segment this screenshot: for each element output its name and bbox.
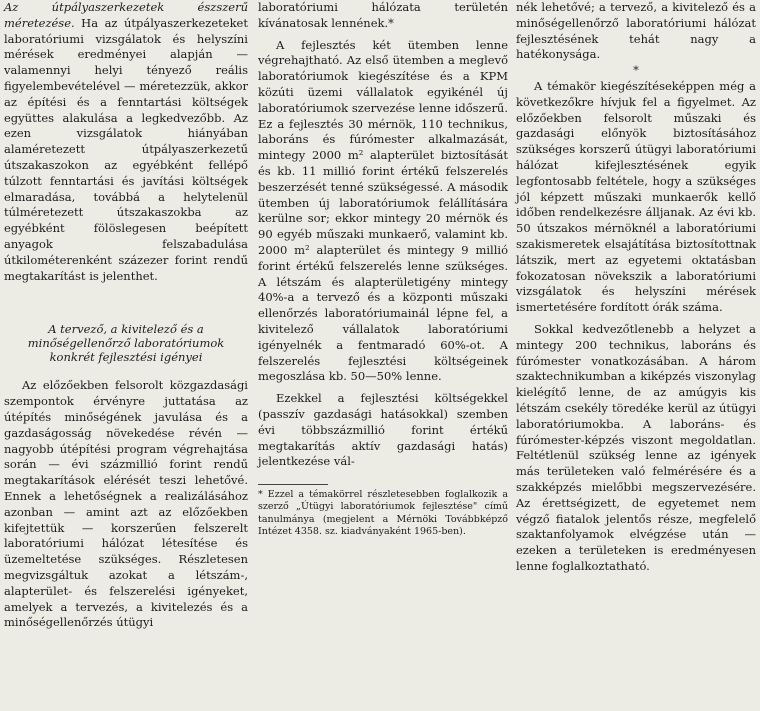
intro-body: Ha az útpályaszerkezeteket laboratóriumi vizsgálatok és helyszíni mérések eredményei alapján — valamennyi helyi tényező reális figyelembevételével — méretezzük, akkor az építési és a fenntartási költségek együttes alakulása a legkedvezőbb. Az ezen vizsgálatok hiányában alaméretezett útpályaszerkezetű útszakaszokon az egyébként fellépő túlzott fenntartási és javítási költségek elmaradása, továbbá a helytelenül túlméretezett útszakaszokba az egyébként fölöslegesen beépített anyagok felszabadulása útkilométerenként százezer forint rendű megtakarítást is jelenthet. — [4, 15, 248, 283]
paragraph: Ezekkel a fejlesztési költségekkel (passzív gazdasági hatásokkal) szemben évi többszázmillió forint értékű megtakarítás aktív gazdasági hatás) jelentkezése vál- — [258, 391, 508, 469]
paragraph: Sokkal kedvezőtlenebb a helyzet a mintegy 200 technikus, laboráns és fúrómester vonatkozásában. A három szaktechnikumban a kiképzés viszonylag kielégítő lenne, de az amúgyis kis létszám csekély töredéke kerül az útügyi laboratóriumokba. A laboráns- és fúrómester-képzés viszont megoldatlan. Feltétlenül szükség lenne az igények más területeken való felmérésére és a szakképzés mielőbbi megszervezésére. Az érettségizett, de egyetemet nem végző fiatalok jelentős része, megfelelő szaktanfolyamok elvégzése után — ezeken a területeken is eredményesen lenne foglalkoztatható. — [516, 321, 756, 573]
paragraph: Az előzőekben felsorolt közgazdasági szempontok érvényre juttatása az útépítés minőségének javulása és a gazdaságosság növekedése révén — nagyobb útépítési program végrehajtása során — évi százmillió forint rendű megtakarítások elérését teszi lehetővé. Ennek a lehetőségnek a realizálásához azonban — amint azt az előzőekben kifejtettük — korszerűen felszerelt laboratóriumi hálózat létesítése és üzemeltetése szükséges. Részletesen megvizsgáltuk azokat a létszám-, alapterület- és felszerelési igényeket, amelyek a tervezés, a kivitelezés és a minőségellenőrzés útügyi — [4, 378, 248, 630]
text-column-middle — [258, 0, 508, 538]
continued-paragraph: laboratóriumi hálózata területén kívánatosak lennének.* — [258, 0, 508, 30]
paragraph: A témakör kiegészítéseképpen még a következőkre hívjuk fel a figyelmet. Az előzőekben felsorolt műszaki és gazdasági előnyök biztosításához szükséges korszerű útügyi laboratóriumi hálózat kifejlesztésének egyik legfontosabb feltétele, hogy a szükséges jól képzett műszaki munkaerők kellő időben rendelkezésre álljanak. Az évi kb. 50 útszakos mérnöknél a laboratóriumi szakismeretek elsajátítása biztosítottnak látszik, mert az egyetemi oktatásban fokozatosan növekszik a laboratóriumi vizsgálatok és helyszíni mérések ismertetésére fordított órák száma. — [516, 78, 756, 315]
text-column-right — [516, 0, 756, 575]
section-separator-star: * — [633, 63, 639, 78]
continued-paragraph: nék lehetővé; a tervező, a kivitelező és a minőségellenőrző laboratóriumi hálózat fejlesztésének tehát nagy a hatékonysága. — [516, 0, 756, 62]
intro-paragraph — [4, 0, 248, 284]
text-column-left — [4, 0, 248, 631]
section-heading: A tervező, a kivitelező és a minőségellenőrző laboratóriumok konkrét fejlesztési igényei — [27, 322, 225, 365]
footnote: * Ezzel a témakörrel részletesebben foglalkozik a szerző „Útügyi laboratóriumok fejlesztése" című tanulmánya (megjelent a Mérnöki Továbbképző Intézet 4358. sz. kiadványaként 1965-ben). — [258, 489, 508, 537]
paragraph: A fejlesztés két ütemben lenne végrehajtható. Az első ütemben a meglevő laboratóriumok kiegészítése és a KPM közúti üzemi vállalatok egyikénél új laboratóriumok szervezése lenne időszerű. Ez a fejlesztés 30 mérnök, 110 technikus, laboráns és fúrómester alkalmazását, mintegy 2000 m² alapterület biztosítását és kb. 11 millió forint értékű felszerelés beszerzését tenné szükségessé. A második ütemben új laboratóriumok felállítására kerülne sor; ekkor mintegy 20 mérnök és 90 egyéb műszaki munkaerő, valamint kb. 2000 m² alapterület és mintegy 9 millió forint értékű felszerelés lenne szükséges. A létszám és alapterületigény mintegy 40%-a a tervező és a központi műszaki ellenőrzés laboratóriumainál lépne fel, a kivitelező vállalatok laboratóriumi igényelnék a fentmaradó 60%-ot. A felszerelés fejlesztési költségeinek megoszlása kb. 50—50% lenne. — [258, 37, 508, 384]
footnote-rule — [258, 484, 328, 485]
intro-title: Az útpályaszerkezetek észszerű méretezése. — [4, 0, 248, 30]
